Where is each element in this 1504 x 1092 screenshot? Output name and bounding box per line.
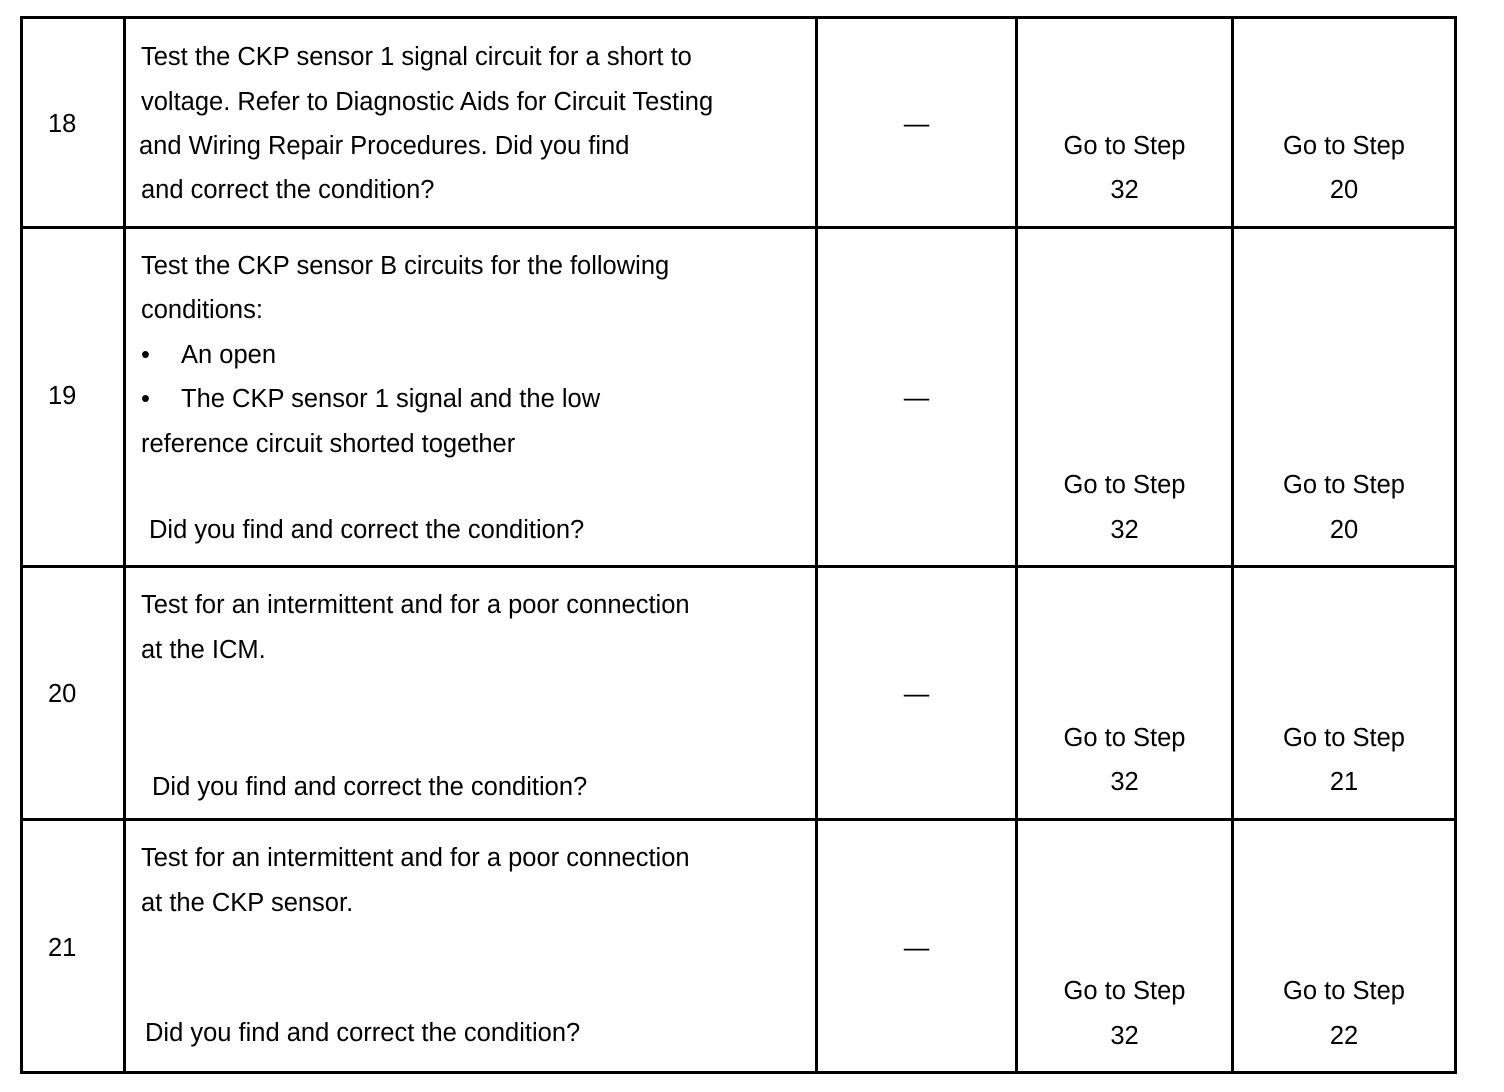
yes-cell (1017, 18, 1233, 228)
value-dash: — (903, 110, 930, 138)
no-goto-step: 20 (1329, 176, 1359, 204)
action-cell (125, 567, 817, 820)
action-question: Did you find and correct the condition? (149, 516, 585, 544)
action-text-line: conditions: (141, 296, 263, 324)
bullet-icon: • (141, 341, 150, 369)
no-goto-step: 20 (1329, 516, 1359, 544)
action-text-line: voltage. Refer to Diagnostic Aids for Circuit Testing (141, 88, 714, 116)
action-text-line: and Wiring Repair Procedures. Did you find (139, 132, 630, 160)
step-number-cell (22, 228, 125, 567)
action-cell (125, 820, 817, 1073)
no-goto-label: Go to Step (1283, 724, 1405, 752)
action-question: Did you find and correct the condition? (152, 773, 588, 801)
yes-goto-step: 32 (1110, 176, 1139, 204)
step-number-cell (22, 567, 125, 820)
step-number: 20 (48, 680, 77, 708)
no-cell (1233, 567, 1456, 820)
table-row (22, 228, 1456, 567)
yes-goto-label: Go to Step (1063, 724, 1186, 752)
table-row (22, 18, 1456, 228)
step-number: 19 (48, 382, 77, 410)
no-goto-step: 21 (1329, 768, 1359, 796)
action-text-line: at the ICM. (141, 636, 266, 664)
action-text-line: Test the CKP sensor B circuits for the following (141, 252, 670, 280)
yes-cell (1017, 567, 1233, 820)
action-cell (125, 18, 817, 228)
table-row (22, 820, 1456, 1073)
diagnostic-table (20, 16, 1457, 1074)
value-dash: — (903, 934, 930, 962)
yes-cell (1017, 228, 1233, 567)
step-number-cell (22, 820, 125, 1073)
no-cell (1233, 228, 1456, 567)
action-text-line: and correct the condition? (141, 176, 435, 204)
no-goto-step: 22 (1329, 1022, 1359, 1050)
no-goto-label: Go to Step (1283, 132, 1405, 160)
no-goto-label: Go to Step (1283, 471, 1405, 499)
yes-goto-step: 32 (1110, 768, 1139, 796)
value-cell (817, 820, 1017, 1073)
step-number-cell (22, 18, 125, 228)
yes-goto-label: Go to Step (1063, 132, 1186, 160)
action-text-line: Test for an intermittent and for a poor connection (141, 844, 690, 872)
value-dash: — (903, 680, 930, 708)
yes-goto-label: Go to Step (1063, 977, 1186, 1005)
bullet-item (141, 340, 276, 370)
bullet-item (141, 384, 600, 414)
bullet-text: The CKP sensor 1 signal and the low (181, 385, 601, 413)
value-cell (817, 228, 1017, 567)
action-cell (125, 228, 817, 567)
action-question: Did you find and correct the condition? (145, 1019, 581, 1047)
bullet-icon: • (141, 385, 150, 413)
step-number: 18 (48, 110, 77, 138)
yes-goto-label: Go to Step (1063, 471, 1186, 499)
action-text-line: at the CKP sensor. (141, 889, 354, 917)
value-dash: — (903, 384, 930, 412)
yes-goto-step: 32 (1110, 1022, 1139, 1050)
table-row (22, 567, 1456, 820)
step-number: 21 (48, 934, 77, 962)
yes-goto-step: 32 (1110, 516, 1139, 544)
bullet-text: An open (181, 341, 277, 369)
no-cell (1233, 820, 1456, 1073)
no-goto-label: Go to Step (1283, 977, 1405, 1005)
yes-cell (1017, 820, 1233, 1073)
action-text-line: reference circuit shorted together (141, 430, 516, 458)
no-cell (1233, 18, 1456, 228)
value-cell (817, 18, 1017, 228)
action-text-line: Test for an intermittent and for a poor connection (141, 591, 690, 619)
action-text-line: Test the CKP sensor 1 signal circuit for a short to (141, 43, 692, 71)
value-cell (817, 567, 1017, 820)
